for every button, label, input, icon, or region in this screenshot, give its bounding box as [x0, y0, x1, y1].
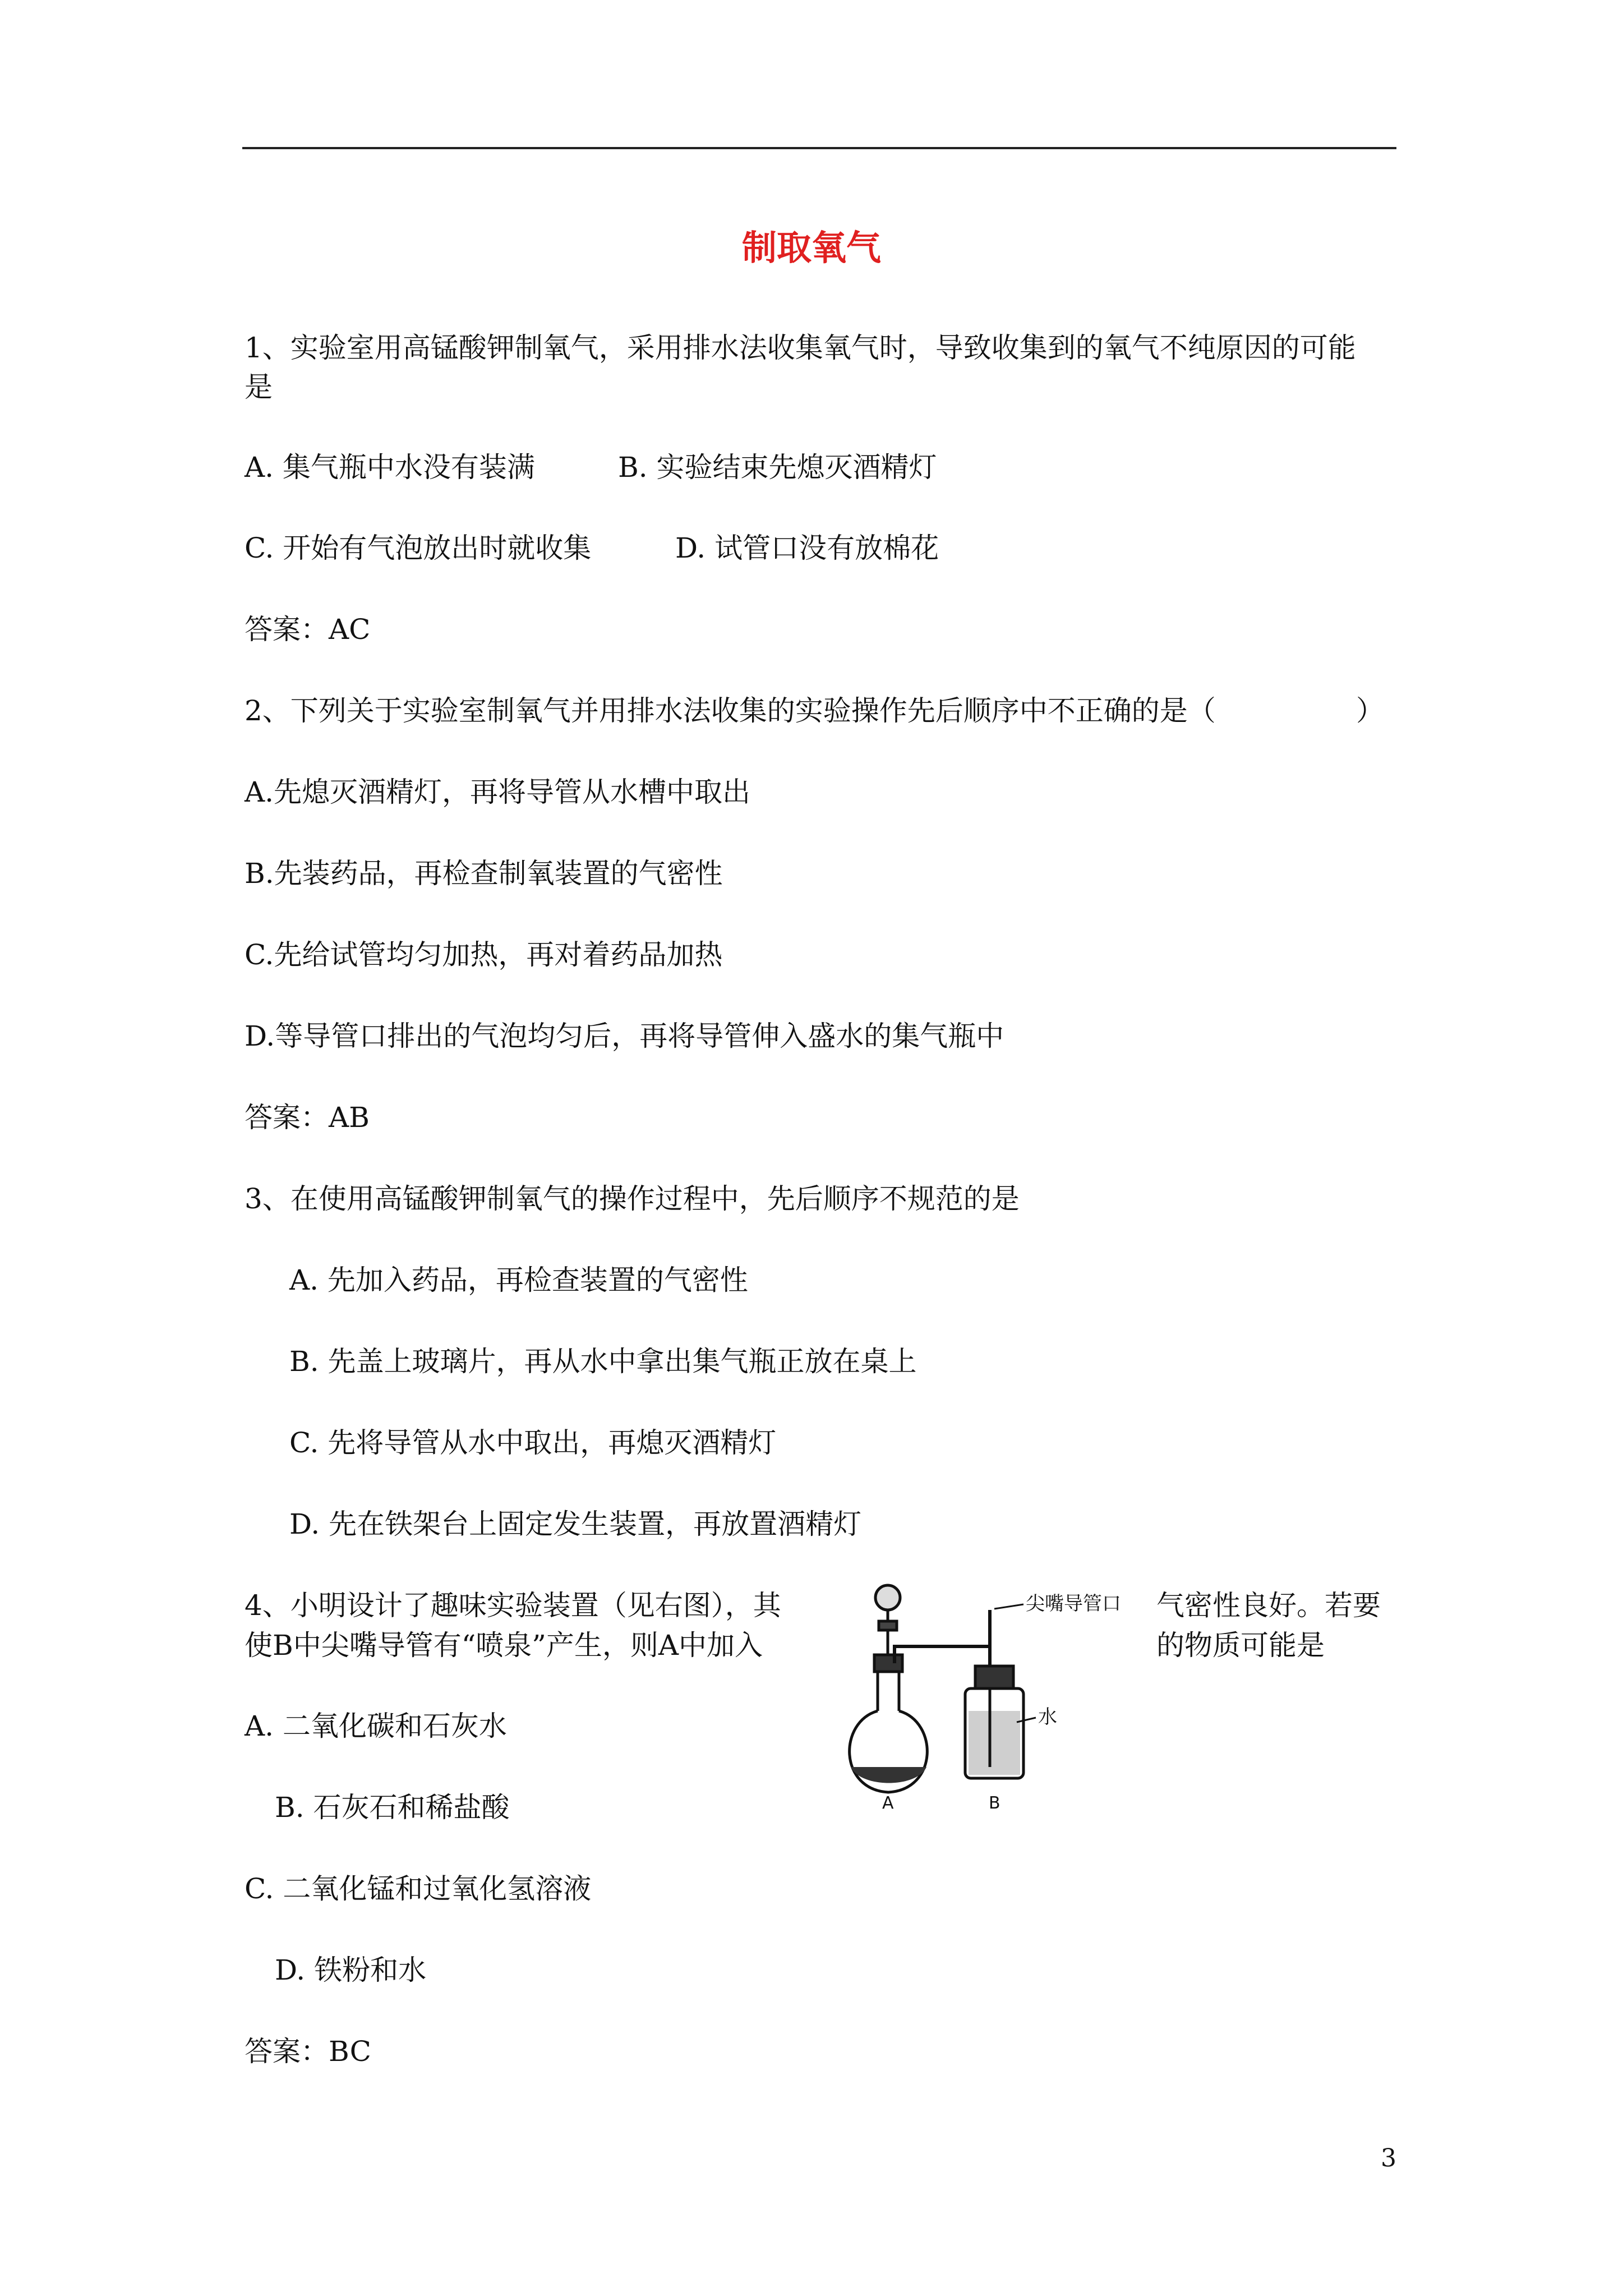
bottle-b — [965, 1666, 1023, 1778]
q3-option-c: C. 先将导管从水中取出，再熄灭酒精灯 — [289, 1427, 777, 1459]
q1-option-b: B. 实验结束先熄灭酒精灯 — [618, 451, 937, 484]
q2-option-b: B.先装药品，再检查制氧装置的气密性 — [245, 857, 723, 890]
page-title: 制取氧气 — [741, 227, 881, 268]
q4-answer: 答案：BC — [245, 2035, 371, 2068]
q4-stem-line2-left: 使B中尖嘴导管有“喷泉”产生，则A中加入 — [245, 1629, 763, 1662]
q2-stem-close: ） — [1356, 694, 1384, 727]
q1-option-c: C. 开始有气泡放出时就收集 — [245, 532, 592, 564]
q4-stem-line1-left: 4、小明设计了趣味实验装置（见右图），其 — [245, 1589, 781, 1622]
q1-answer: 答案：AC — [245, 613, 371, 646]
apparatus-figure — [838, 1576, 1152, 1812]
q3-stem: 3、在使用高锰酸钾制氧气的操作过程中，先后顺序不规范的是 — [245, 1182, 1020, 1215]
header-rule — [242, 147, 1396, 149]
tube-leader-line — [994, 1604, 1023, 1609]
q2-answer: 答案：AB — [245, 1101, 370, 1134]
q4-stem-line1-right: 气密性良好。若要 — [1156, 1589, 1381, 1622]
q2-stem: 2、下列关于实验室制氧气并用排水法收集的实验操作先后顺序中不正确的是（ — [245, 694, 1216, 727]
water-label: 水 — [1038, 1706, 1057, 1728]
q2-option-a: A.先熄灭酒精灯，再将导管从水槽中取出 — [245, 776, 751, 808]
q4-option-c: C. 二氧化锰和过氧化氢溶液 — [245, 1872, 592, 1905]
tube-label: 尖嘴导管口 — [1026, 1593, 1121, 1615]
q1-stem-line1: 1、实验室用高锰酸钾制氧气，采用排水法收集氧气时，导致收集到的氧气不纯原因的可能 — [245, 332, 1356, 364]
q3-option-b: B. 先盖上玻璃片，再从水中拿出集气瓶正放在桌上 — [289, 1345, 917, 1378]
q3-option-d: D. 先在铁架台上固定发生装置，再放置酒精灯 — [289, 1508, 862, 1540]
q1-option-a: A. 集气瓶中水没有装满 — [245, 451, 535, 484]
flask-a — [850, 1585, 928, 1792]
flask-a-label: A — [882, 1793, 894, 1812]
q4-option-b: B. 石灰石和稀盐酸 — [275, 1791, 510, 1824]
bottle-b-label: B — [989, 1793, 1000, 1812]
q2-option-d: D.等导管口排出的气泡均匀后，再将导管伸入盛水的集气瓶中 — [245, 1020, 1004, 1052]
q1-option-d: D. 试管口没有放棉花 — [675, 532, 939, 564]
page-number: 3 — [1381, 2144, 1396, 2173]
q3-option-a: A. 先加入药品，再检查装置的气密性 — [289, 1264, 748, 1296]
q1-stem-line2: 是 — [245, 371, 273, 403]
q4-option-a: A. 二氧化碳和石灰水 — [245, 1710, 507, 1742]
q4-option-d: D. 铁粉和水 — [275, 1954, 427, 1986]
q2-option-c: C.先给试管均匀加热，再对着药品加热 — [245, 938, 723, 971]
q4-stem-line2-right: 的物质可能是 — [1156, 1629, 1325, 1662]
